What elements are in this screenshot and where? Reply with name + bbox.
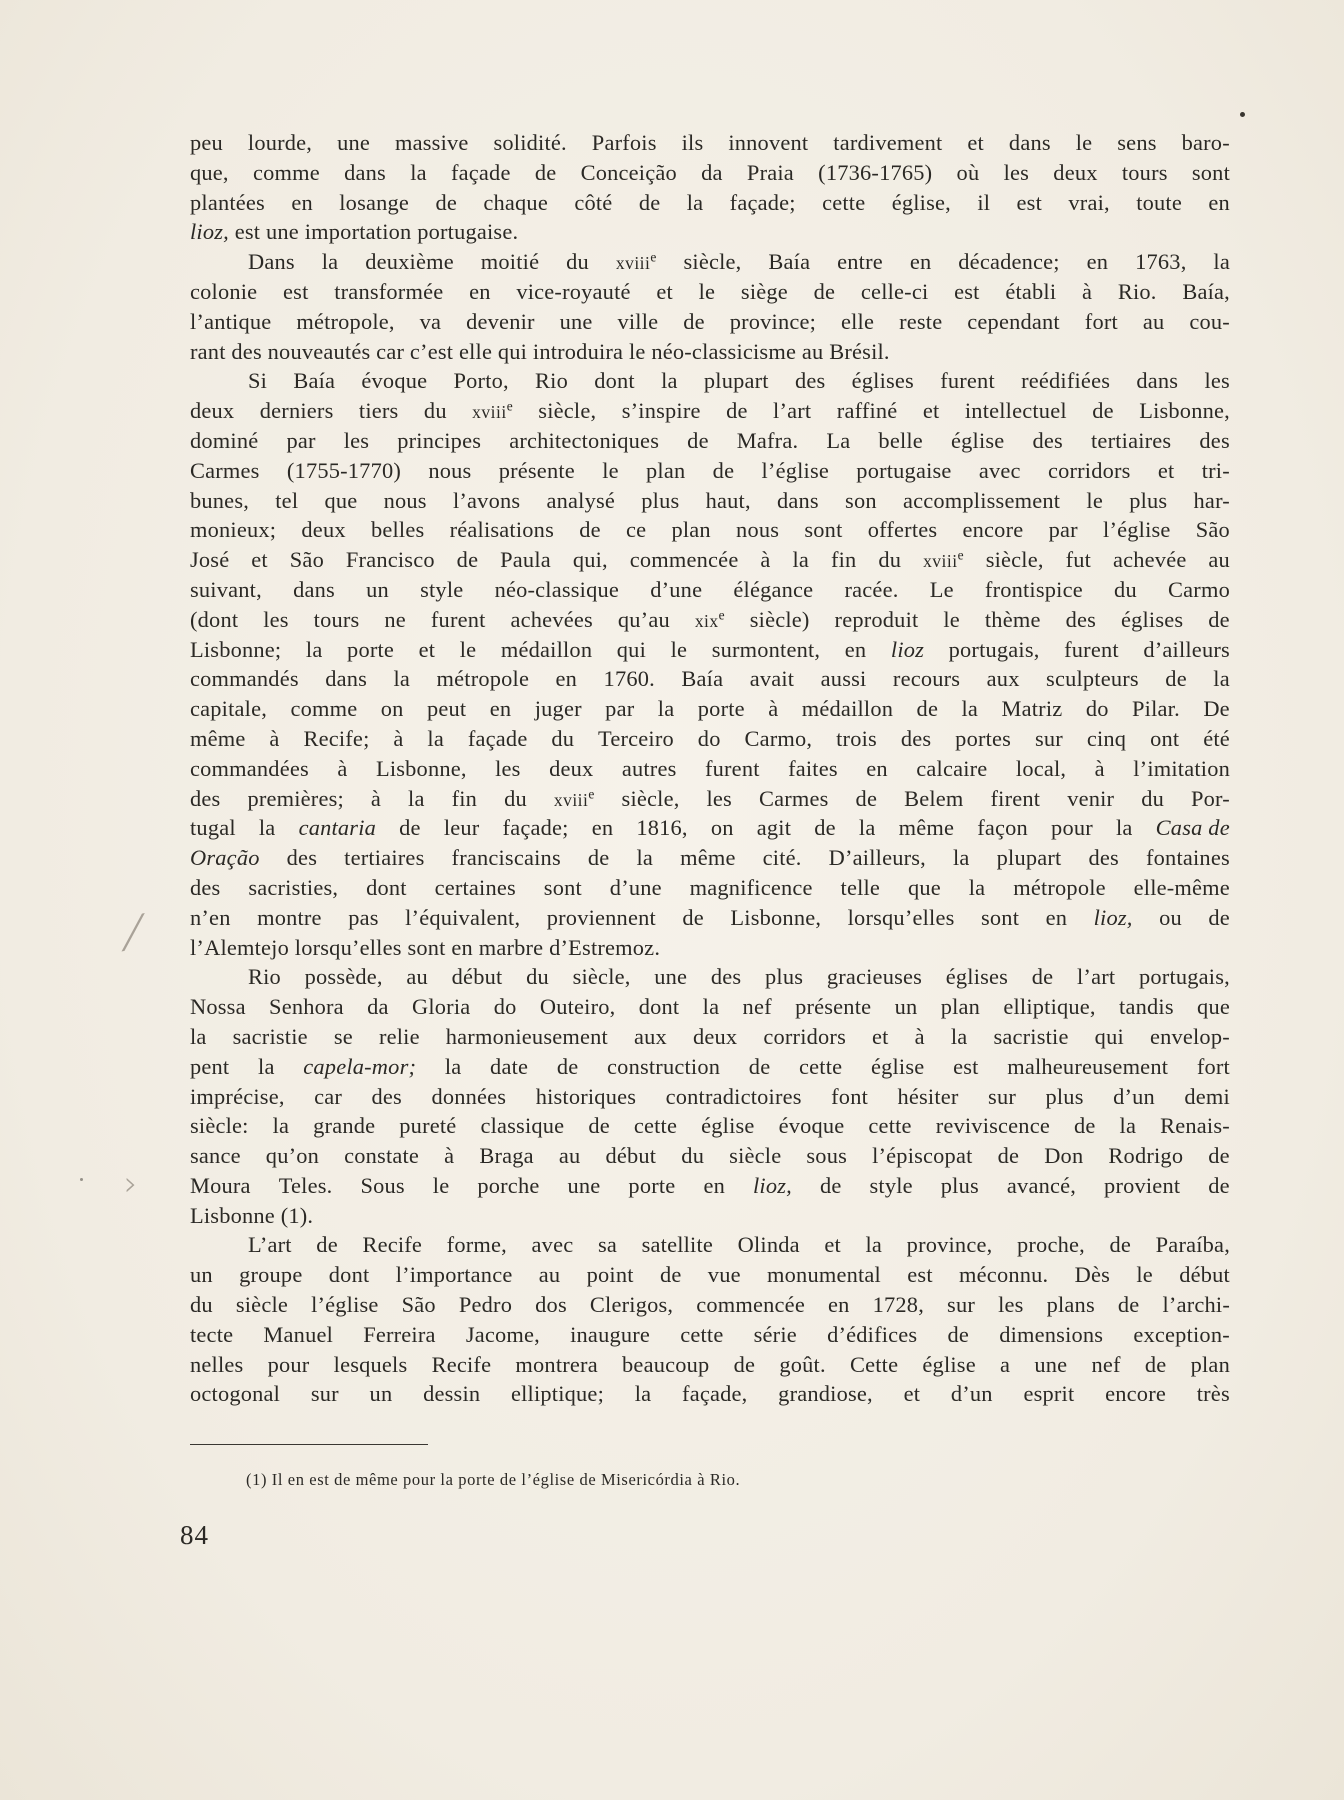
text-line: Moura Teles. Sous le porche une porte en lioz, de style plus avancé, provient de: [190, 1172, 1230, 1198]
text-line: dominé par les principes architectoniques de Mafra. La belle église des tertiaires des: [190, 427, 1230, 453]
text-line: même à Recife; à la façade du Terceiro do Carmo, trois des portes sur cinq ont été: [190, 725, 1230, 751]
text-line: du siècle l’église São Pedro dos Clerigos, commencée en 1728, sur les plans de l’archi-: [190, 1292, 1230, 1318]
text-line: n’en montre pas l’équivalent, proviennent de Lisbonne, lorsqu’elles sont en lioz, ou de: [190, 904, 1230, 930]
text-line: deux derniers tiers du xviii$^e$ siècle, s’inspire de l’art raffiné et intellectuel de Lisbonne,: [190, 398, 1230, 424]
text-line: (dont les tours ne furent achevées qu’au xix$^e$ siècle) reproduit le thème des églises de: [190, 606, 1230, 632]
paragraph: [190, 962, 1230, 1230]
text-line: des premières; à la fin du xviii$^e$ siècle, les Carmes de Belem firent venir du Por-: [190, 785, 1230, 811]
text-line: imprécise, car des données historiques contradictoires font hésiter sur plus d’un demi: [190, 1083, 1230, 1109]
text-line: siècle: la grande pureté classique de cette église évoque cette reviviscence de la Renais-: [190, 1113, 1230, 1139]
text-line: l’antique métropole, va devenir une ville de province; elle reste cependant fort au cou-: [190, 308, 1230, 334]
footnote-separator: [190, 1444, 428, 1445]
text-line: peu lourde, une massive solidité. Parfois ils innovent tardivement et dans le sens baro-: [190, 130, 1230, 155]
paragraph: [190, 128, 1230, 247]
footnote: (1) Il en est de même pour la porte de l’église de Misericórdia à Rio.: [246, 1470, 741, 1489]
page-number: 84: [180, 1520, 209, 1550]
text-line: sance qu’on constate à Braga au début du siècle sous l’épiscopat de Don Rodrigo de: [190, 1143, 1230, 1169]
text-line: la sacristie se relie harmonieusement aux deux corridors et à la sacristie qui envelop-: [190, 1023, 1230, 1049]
text-line: bunes, tel que nous l’avons analysé plus haut, dans son accomplissement le plus har-: [190, 487, 1230, 513]
body-text: [190, 128, 1230, 1409]
text-line: octogonal sur un dessin elliptique; la façade, grandiose, et d’un esprit encore très: [190, 1381, 1230, 1407]
text-line: Nossa Senhora da Gloria do Outeiro, dont la nef présente un plan elliptique, tandis que: [190, 994, 1230, 1020]
text-line: Rio possède, au début du siècle, une des plus gracieuses églises de l’art portugais,: [248, 964, 1230, 990]
text-line: plantées en losange de chaque côté de la façade; cette église, il est vrai, toute en: [190, 189, 1230, 215]
text-line: monieux; deux belles réalisations de ce plan nous sont offertes encore par l’église São: [190, 517, 1230, 543]
text-line: Lisbonne (1).: [190, 1202, 314, 1228]
text-line: L’art de Recife forme, avec sa satellite Olinda et la province, proche, de Paraíba,: [248, 1232, 1230, 1258]
text-line: Oração des tertiaires franciscains de la même cité. D’ailleurs, la plupart des fontaines: [190, 845, 1230, 871]
text-line: Lisbonne; la porte et le médaillon qui le surmontent, en lioz portugais, furent d’ailleurs: [190, 636, 1230, 662]
ink-speck: [80, 1178, 83, 1181]
paragraph: [190, 1230, 1230, 1409]
text-line: Dans la deuxième moitié du xviii$^e$ siècle, Baía entre en décadence; en 1763, la: [248, 249, 1230, 275]
text-line: que, comme dans la façade de Conceição da Praia (1736-1765) où les deux tours sont: [190, 159, 1230, 185]
text-line: des sacristies, dont certaines sont d’une magnificence telle que la métropole elle-même: [190, 874, 1230, 900]
text-line: pent la capela-mor; la date de construction de cette église est malheureusement fort: [190, 1053, 1230, 1079]
text-line: tugal la cantaria de leur façade; en 1816, on agit de la même façon pour la Casa de: [190, 815, 1230, 841]
text-line: l’Alemtejo lorsqu’elles sont en marbre d’Estremoz.: [190, 934, 661, 960]
text-line: José et São Francisco de Paula qui, commencée à la fin du xviii$^e$ siècle, fut achevée au: [190, 547, 1230, 573]
text-line: commandées à Lisbonne, les deux autres furent faites en calcaire local, à l’imitation: [190, 755, 1230, 781]
text-line: tecte Manuel Ferreira Jacome, inaugure cette série d’édifices de dimensions exception-: [190, 1321, 1230, 1347]
text-line: colonie est transformée en vice-royauté et le siège de celle-ci est établi à Rio. Baía,: [190, 278, 1230, 304]
text-line: capitale, comme on peut en juger par la porte à médaillon de la Matriz do Pilar. De: [190, 696, 1230, 722]
text-line: nelles pour lesquels Recife montrera beaucoup de goût. Cette église a une nef de plan: [190, 1351, 1230, 1377]
paragraph: [190, 247, 1230, 366]
text-line: rant des nouveautés car c’est elle qui introduira le néo-classicisme au Brésil.: [190, 338, 890, 364]
paragraph: [190, 366, 1230, 962]
text-line: Si Baía évoque Porto, Rio dont la plupart des églises furent reédifiées dans les: [248, 368, 1230, 394]
pencil-mark: ⟋: [113, 905, 154, 962]
text-line: suivant, dans un style néo-classique d’une élégance racée. Le frontispice du Carmo: [190, 576, 1230, 602]
text-line: lioz, est une importation portugaise.: [190, 219, 519, 245]
ink-speck: [1240, 112, 1245, 117]
pencil-mark: ›: [124, 1164, 138, 1204]
text-line: commandés dans la métropole en 1760. Baía avait aussi recours aux sculpteurs de la: [190, 666, 1230, 692]
text-line: Carmes (1755-1770) nous présente le plan de l’église portugaise avec corridors et tri-: [190, 457, 1230, 483]
text-line: un groupe dont l’importance au point de vue monumental est méconnu. Dès le début: [190, 1262, 1230, 1288]
